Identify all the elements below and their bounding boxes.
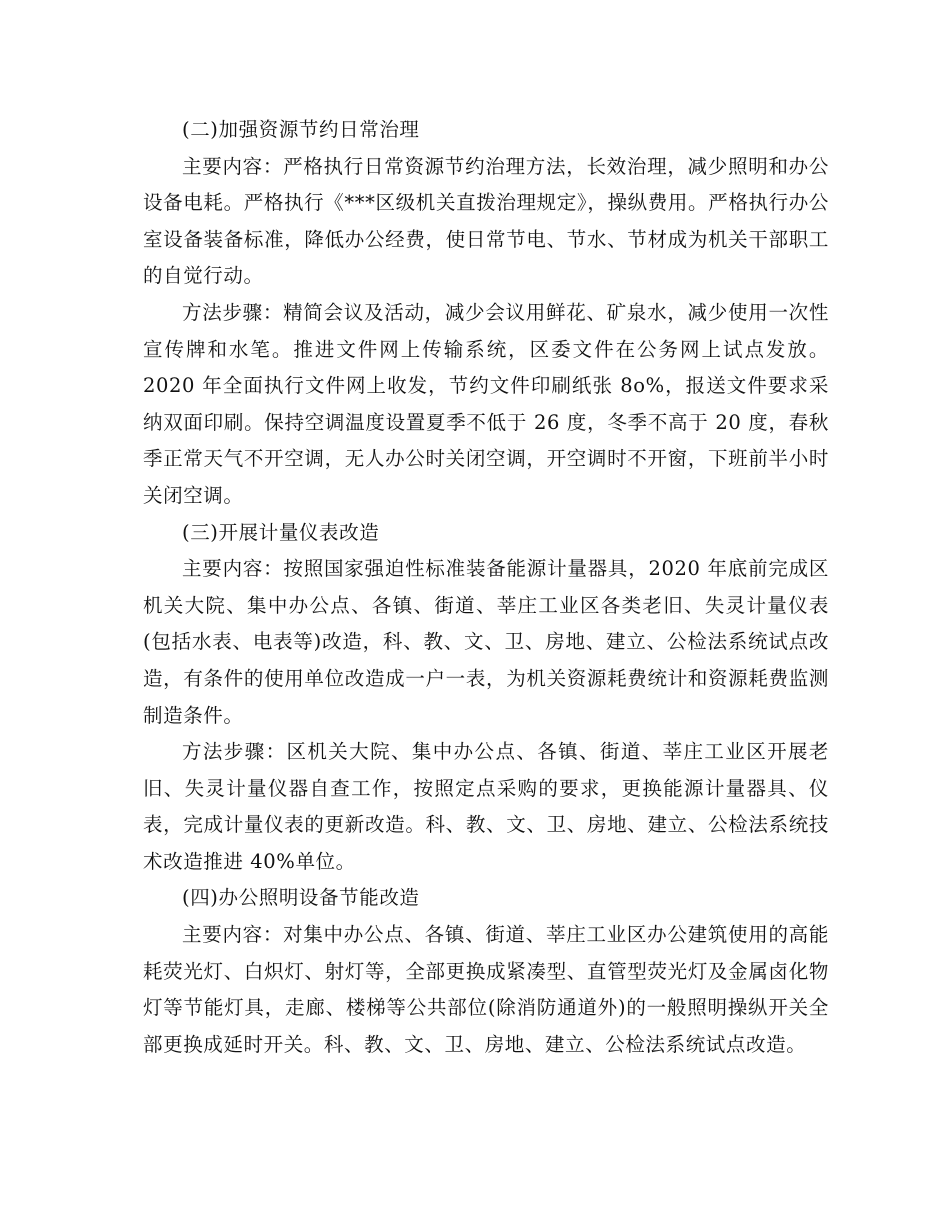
paragraph-main-content: 主要内容：对集中办公点、各镇、街道、莘庄工业区办公建筑使用的高能耗荧光灯、白炽灯、射灯等，全部更换成紧凑型、直管型荧光灯及金属卤化物灯等节能灯具，走廊、楼梯等公共部位(除消防通道外)的一般照明操纵开关全部更换成延时开关。科、教、文、卫、房地、建立、公检法系统试点改造。 xyxy=(143,923,829,1056)
paragraph-method-steps: 方法步骤：精简会议及活动，减少会议用鲜花、矿泉水，减少使用一次性宣传牌和水笔。推进文件网上传输系统，区委文件在公务网上试点发放。2020 年全面执行文件网上收发，节约文件印刷纸张 8o%，报送文件要求采纳双面印刷。保持空调温度设置夏季不低于 26 度，冬季不高于 20 度，春秋季正常天气不开空调，无人办公时关闭空调，开空调时不开窗，下班前半小时关闭空调。 xyxy=(143,300,829,507)
paragraph-main-content: 主要内容：按照国家强迫性标准装备能源计量器具，2020 年底前完成区机关大院、集中办公点、各镇、街道、莘庄工业区各类老旧、失灵计量仪表(包括水表、电表等)改造，科、教、文、卫、房地、建立、公检法系统试点改造，有条件的使用单位改造成一户一表，为机关资源耗费统计和资源耗费监测制造条件。 xyxy=(143,557,829,727)
section-heading-4: (四)办公照明设备节能改造 xyxy=(182,886,420,910)
paragraph-main-content: 主要内容：严格执行日常资源节约治理方法，长效治理，减少照明和办公设备电耗。严格执行《***区级机关直拨治理规定》，操纵费用。严格执行办公室设备装备标准，降低办公经费，使日常节电、节水、节材成为机关干部职工的自觉行动。 xyxy=(143,154,829,288)
paragraph-method-steps: 方法步骤：区机关大院、集中办公点、各镇、街道、莘庄工业区开展老旧、失灵计量仪器自查工作，按照定点采购的要求，更换能源计量器具、仪表，完成计量仪表的更新改造。科、教、文、卫、房地、建立、公检法系统技术改造推进 40%单位。 xyxy=(143,740,829,873)
section-heading-3: (三)开展计量仪表改造 xyxy=(182,520,380,544)
document-body xyxy=(143,112,829,1063)
section-heading-2: (二)加强资源节约日常治理 xyxy=(182,118,420,141)
